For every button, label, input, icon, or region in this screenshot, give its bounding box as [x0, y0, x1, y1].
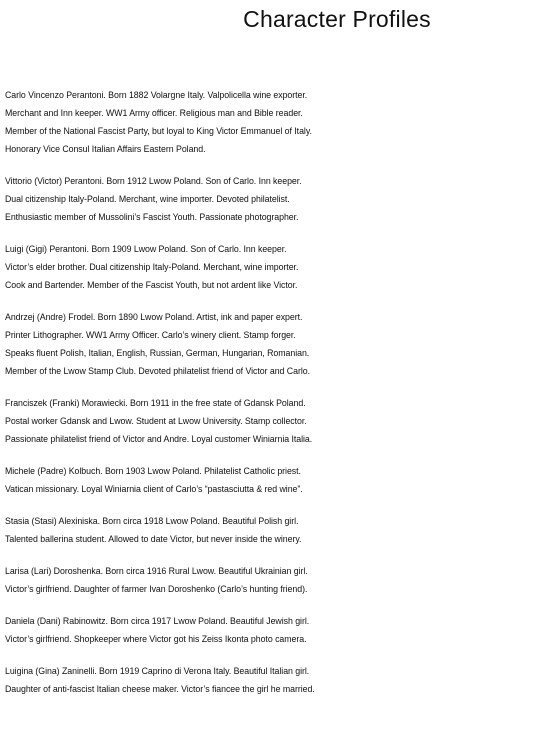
- profile-text-line: Passionate philatelist friend of Victor and Andre. Loyal customer Winiarnia Italia.: [5, 434, 313, 444]
- profile-text-line: Victor’s elder brother. Dual citizenship Italy-Poland. Merchant, wine importer.: [5, 262, 299, 272]
- profile-text-line: Postal worker Gdansk and Lwow. Student at Lwow University. Stamp collector.: [5, 416, 307, 426]
- profile-text-line: Member of the National Fascist Party, but loyal to King Victor Emmanuel of Italy.: [5, 126, 312, 136]
- profile-text-line: Daniela (Dani) Rabinowitz. Born circa 1917 Lwow Poland. Beautiful Jewish girl.: [5, 616, 310, 626]
- profile-text-line: Stasia (Stasi) Alexiniska. Born circa 1918 Lwow Poland. Beautiful Polish girl.: [5, 516, 299, 526]
- page-title: Character Profiles: [243, 6, 431, 32]
- profile-text-line: Vatican missionary. Loyal Winiarnia client of Carlo’s “pastasciutta & red wine”.: [5, 484, 303, 494]
- profile-text-line: Honorary Vice Consul Italian Affairs Eastern Poland.: [5, 144, 206, 154]
- character-profile: [5, 462, 557, 498]
- profile-text-line: Merchant and Inn keeper. WW1 Army officer. Religious man and Bible reader.: [5, 108, 303, 118]
- profile-text-line: Speaks fluent Polish, Italian, English, Russian, German, Hungarian, Romanian.: [5, 348, 310, 358]
- profile-text-line: Member of the Lwow Stamp Club. Devoted philatelist friend of Victor and Carlo.: [5, 366, 310, 376]
- character-profile: [5, 172, 557, 226]
- profile-text-line: Victor’s girlfriend. Daughter of farmer Ivan Doroshenko (Carlo’s hunting friend).: [5, 584, 308, 594]
- profile-text-line: Franciszek (Franki) Morawiecki. Born 1911 in the free state of Gdansk Poland.: [5, 398, 306, 408]
- profile-text-line: Andrzej (Andre) Frodel. Born 1890 Lwow Poland. Artist, ink and paper expert.: [5, 312, 303, 322]
- profile-text-line: Luigina (Gina) Zaninelli. Born 1919 Caprino di Verona Italy. Beautiful Italian girl.: [5, 666, 310, 676]
- profile-text-line: Enthusiastic member of Mussolini’s Fascist Youth. Passionate photographer.: [5, 212, 299, 222]
- profile-text-line: Cook and Bartender. Member of the Fascist Youth, but not ardent like Victor.: [5, 280, 298, 290]
- character-profile: [5, 86, 557, 158]
- character-profile: [5, 308, 557, 380]
- profile-text-line: Michele (Padre) Kolbuch. Born 1903 Lwow Poland. Philatelist Catholic priest.: [5, 466, 301, 476]
- profile-text-line: Carlo Vincenzo Perantoni. Born 1882 Volargne Italy. Valpolicella wine exporter.: [5, 90, 308, 100]
- profile-text-line: Luigi (Gigi) Perantoni. Born 1909 Lwow Poland. Son of Carlo. Inn keeper.: [5, 244, 287, 254]
- character-profile: [5, 240, 557, 294]
- character-profile: [5, 662, 557, 698]
- character-profile: [5, 394, 557, 448]
- profile-text-line: Larisa (Lari) Doroshenka. Born circa 1916 Rural Lwow. Beautiful Ukrainian girl.: [5, 566, 308, 576]
- profile-text-line: Printer Lithographer. WW1 Army Officer. Carlo’s winery client. Stamp forger.: [5, 330, 296, 340]
- profile-text-line: Victor’s girlfriend. Shopkeeper where Victor got his Zeiss Ikonta photo camera.: [5, 634, 307, 644]
- character-profile: [5, 562, 557, 598]
- profile-text-line: Vittorio (Victor) Perantoni. Born 1912 Lwow Poland. Son of Carlo. Inn keeper.: [5, 176, 302, 186]
- character-profiles-list: [5, 86, 557, 712]
- character-profile: [5, 512, 557, 548]
- profile-text-line: Talented ballerina student. Allowed to date Victor, but never inside the winery.: [5, 534, 302, 544]
- profile-text-line: Dual citizenship Italy-Poland. Merchant, wine importer. Devoted philatelist.: [5, 194, 290, 204]
- profile-text-line: Daughter of anti-fascist Italian cheese maker. Victor’s fiancee the girl he married.: [5, 684, 315, 694]
- character-profile: [5, 612, 557, 648]
